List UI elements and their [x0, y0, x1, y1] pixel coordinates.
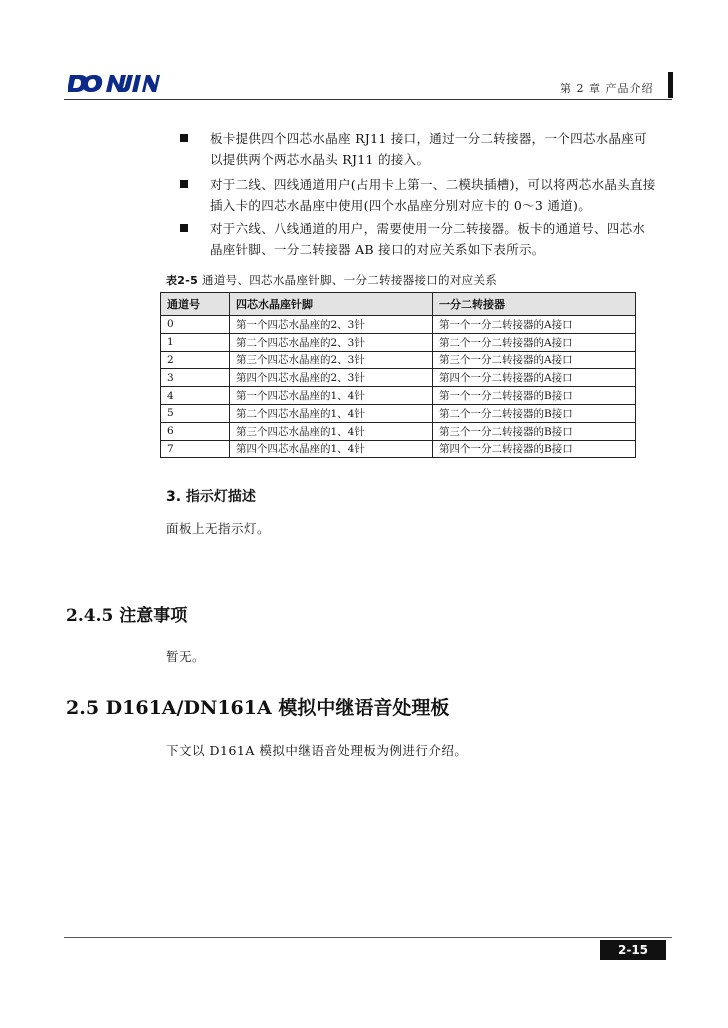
table-cell: 第二个四芯水晶座的2、3针: [230, 333, 433, 351]
indicator-heading: 3. 指示灯描述: [166, 489, 256, 505]
donjin-logo: [68, 72, 160, 94]
table-cell: 5: [161, 404, 230, 422]
column-header: 一分二转接器: [433, 293, 636, 316]
bullet-item: [186, 128, 656, 170]
table-row: [161, 404, 636, 422]
bullet-item: [186, 174, 656, 216]
table-cell: 0: [161, 316, 230, 334]
table-cell: 7: [161, 440, 230, 458]
table-row: [161, 316, 636, 334]
bullet-text: 板卡提供四个四芯水晶座 RJ11 接口，通过一分二转接器，一个四芯水晶座可以提供两个两芯水晶头 RJ11 的接入。: [210, 131, 647, 167]
table-cell: 2: [161, 351, 230, 369]
table-row: [161, 333, 636, 351]
table-cell: 第四个四芯水晶座的1、4针: [230, 440, 433, 458]
table-cell: 第三个四芯水晶座的2、3针: [230, 351, 433, 369]
table-cell: 第一个一分二转接器的A接口: [433, 316, 636, 334]
indicator-text: 面板上无指示灯。: [166, 521, 271, 536]
notes-text: 暂无。: [166, 649, 206, 664]
table-cell: 第二个一分二转接器的A接口: [433, 333, 636, 351]
table-cell: 1: [161, 333, 230, 351]
table-cell: 第一个四芯水晶座的2、3针: [230, 316, 433, 334]
chapter-title: 第 2 章 产品介绍: [560, 82, 654, 95]
table-header-row: [161, 293, 636, 316]
bullet-text: 对于六线、八线通道的用户，需要使用一分二转接器。板卡的通道号、四芯水晶座针脚、一分二转接器 AB 接口的对应关系如下表所示。: [210, 221, 646, 257]
table-cell: 第四个一分二转接器的B接口: [433, 440, 636, 458]
square-bullet-icon: [180, 180, 188, 188]
table-cell: 第四个四芯水晶座的2、3针: [230, 369, 433, 387]
table-caption-label: 表2-5: [166, 274, 199, 287]
table-cell: 3: [161, 369, 230, 387]
bullet-item: [186, 218, 656, 260]
table-row: [161, 387, 636, 405]
section-heading: 2.5 D161A/DN161A 模拟中继语音处理板: [66, 697, 450, 719]
table-row: [161, 440, 636, 458]
table-cell: 第二个一分二转接器的B接口: [433, 404, 636, 422]
channel-mapping-table: [160, 292, 636, 458]
square-bullet-icon: [180, 134, 188, 142]
table-caption: [166, 272, 497, 288]
table-cell: 6: [161, 422, 230, 440]
header-rule: [64, 99, 672, 100]
column-header: 通道号: [161, 293, 230, 316]
page-number: 2-15: [600, 940, 666, 960]
bullet-text: 对于二线、四线通道用户(占用卡上第一、二模块插槽)，可以将两芯水晶头直接插入卡的四芯水晶座中使用(四个水晶座分别对应卡的 0～3 通道)。: [210, 177, 656, 213]
table-cell: 第三个四芯水晶座的1、4针: [230, 422, 433, 440]
square-bullet-icon: [180, 224, 188, 232]
table-cell: 4: [161, 387, 230, 405]
header-bar: [668, 72, 673, 98]
table-cell: 第二个四芯水晶座的1、4针: [230, 404, 433, 422]
table-cell: 第四个一分二转接器的A接口: [433, 369, 636, 387]
table-cell: 第三个一分二转接器的A接口: [433, 351, 636, 369]
table-cell: 第一个一分二转接器的B接口: [433, 387, 636, 405]
footer-rule: [64, 937, 672, 938]
table-row: [161, 422, 636, 440]
table-cell: 第一个四芯水晶座的1、4针: [230, 387, 433, 405]
table-cell: 第三个一分二转接器的B接口: [433, 422, 636, 440]
column-header: 四芯水晶座针脚: [230, 293, 433, 316]
section-intro-text: 下文以 D161A 模拟中继语音处理板为例进行介绍。: [166, 743, 468, 758]
table-caption-text: 通道号、四芯水晶座针脚、一分二转接器接口的对应关系: [202, 273, 498, 287]
table-row: [161, 351, 636, 369]
table-row: [161, 369, 636, 387]
notes-heading: 2.4.5 注意事项: [66, 606, 188, 626]
